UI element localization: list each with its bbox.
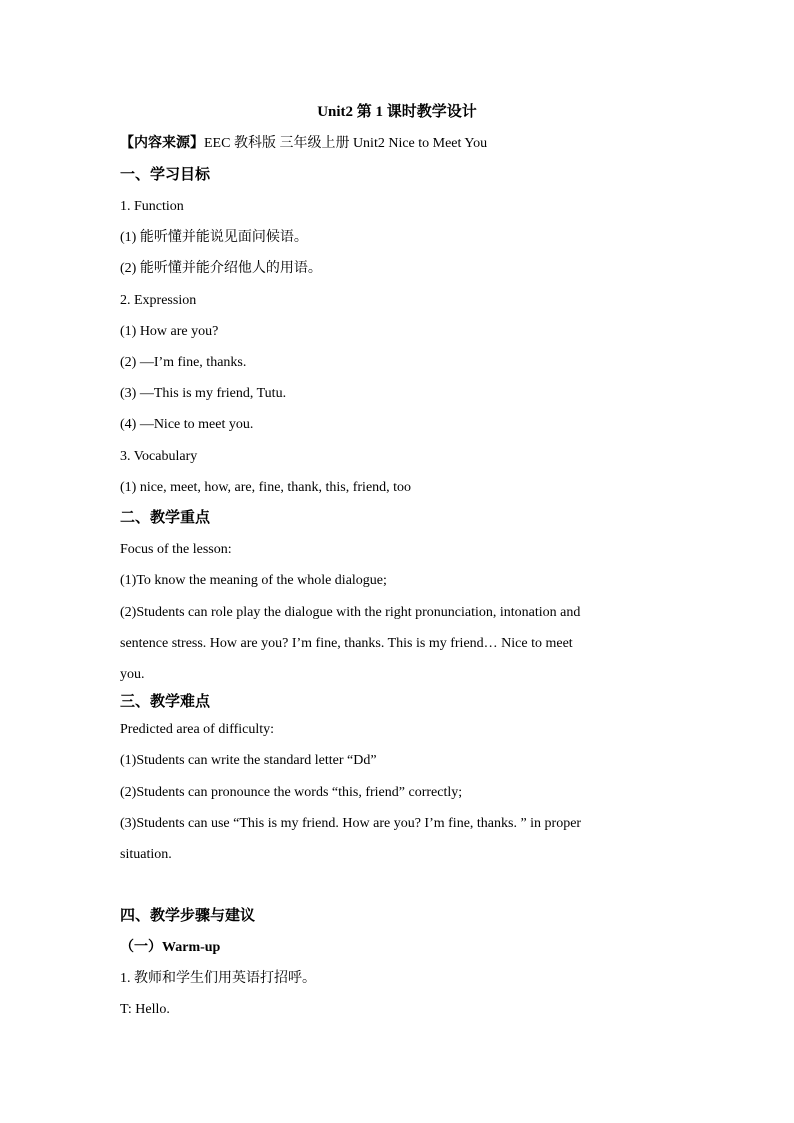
step-line: 1. 教师和学生们用英语打招呼。 [120, 971, 316, 986]
difficulty-line: (1)Students can write the standard letter “Dd” [120, 753, 377, 768]
section-2-heading: 二、教学重点 [120, 510, 211, 526]
warm-up-heading: （一）Warm-up [120, 940, 221, 955]
content-source-label: 【内容来源】 [120, 136, 204, 151]
focus-line: (1)To know the meaning of the whole dialogue; [120, 573, 387, 588]
section-4-heading: 四、教学步骤与建议 [120, 908, 256, 924]
expression-item: (4) —Nice to meet you. [120, 417, 254, 432]
difficulty-line: situation. [120, 847, 172, 862]
focus-line: you. [120, 667, 145, 682]
expression-title: 2. Expression [120, 293, 197, 308]
step-line: T: Hello. [120, 1002, 170, 1017]
vocabulary-title: 3. Vocabulary [120, 449, 198, 464]
content-source [120, 135, 487, 153]
focus-line: (2)Students can role play the dialogue with the right pronunciation, intonation and [120, 605, 581, 620]
function-title: 1. Function [120, 199, 184, 214]
vocabulary-item: (1) nice, meet, how, are, fine, thank, this, friend, too [120, 480, 412, 495]
difficulty-intro: Predicted area of difficulty: [120, 722, 275, 737]
difficulty-line: (3)Students can use “This is my friend. How are you? I’m fine, thanks. ” in proper [120, 816, 582, 831]
focus-line: sentence stress. How are you? I’m fine, thanks. This is my friend… Nice to meet [120, 636, 573, 651]
content-source-text: EEC 教科版 三年级上册 Unit2 Nice to Meet You [204, 136, 488, 151]
focus-intro: Focus of the lesson: [120, 542, 232, 557]
section-3-heading: 三、教学难点 [120, 694, 211, 710]
function-item: (2) 能听懂并能介绍他人的用语。 [120, 261, 322, 276]
difficulty-line: (2)Students can pronounce the words “this, friend” correctly; [120, 785, 463, 800]
document-title: Unit2 第 1 课时教学设计 [317, 104, 477, 120]
function-item: (1) 能听懂并能说见面问候语。 [120, 230, 308, 245]
expression-item: (1) How are you? [120, 324, 219, 339]
section-1-heading: 一、学习目标 [120, 167, 211, 183]
expression-item: (2) —I’m fine, thanks. [120, 355, 247, 370]
expression-item: (3) —This is my friend, Tutu. [120, 386, 287, 401]
